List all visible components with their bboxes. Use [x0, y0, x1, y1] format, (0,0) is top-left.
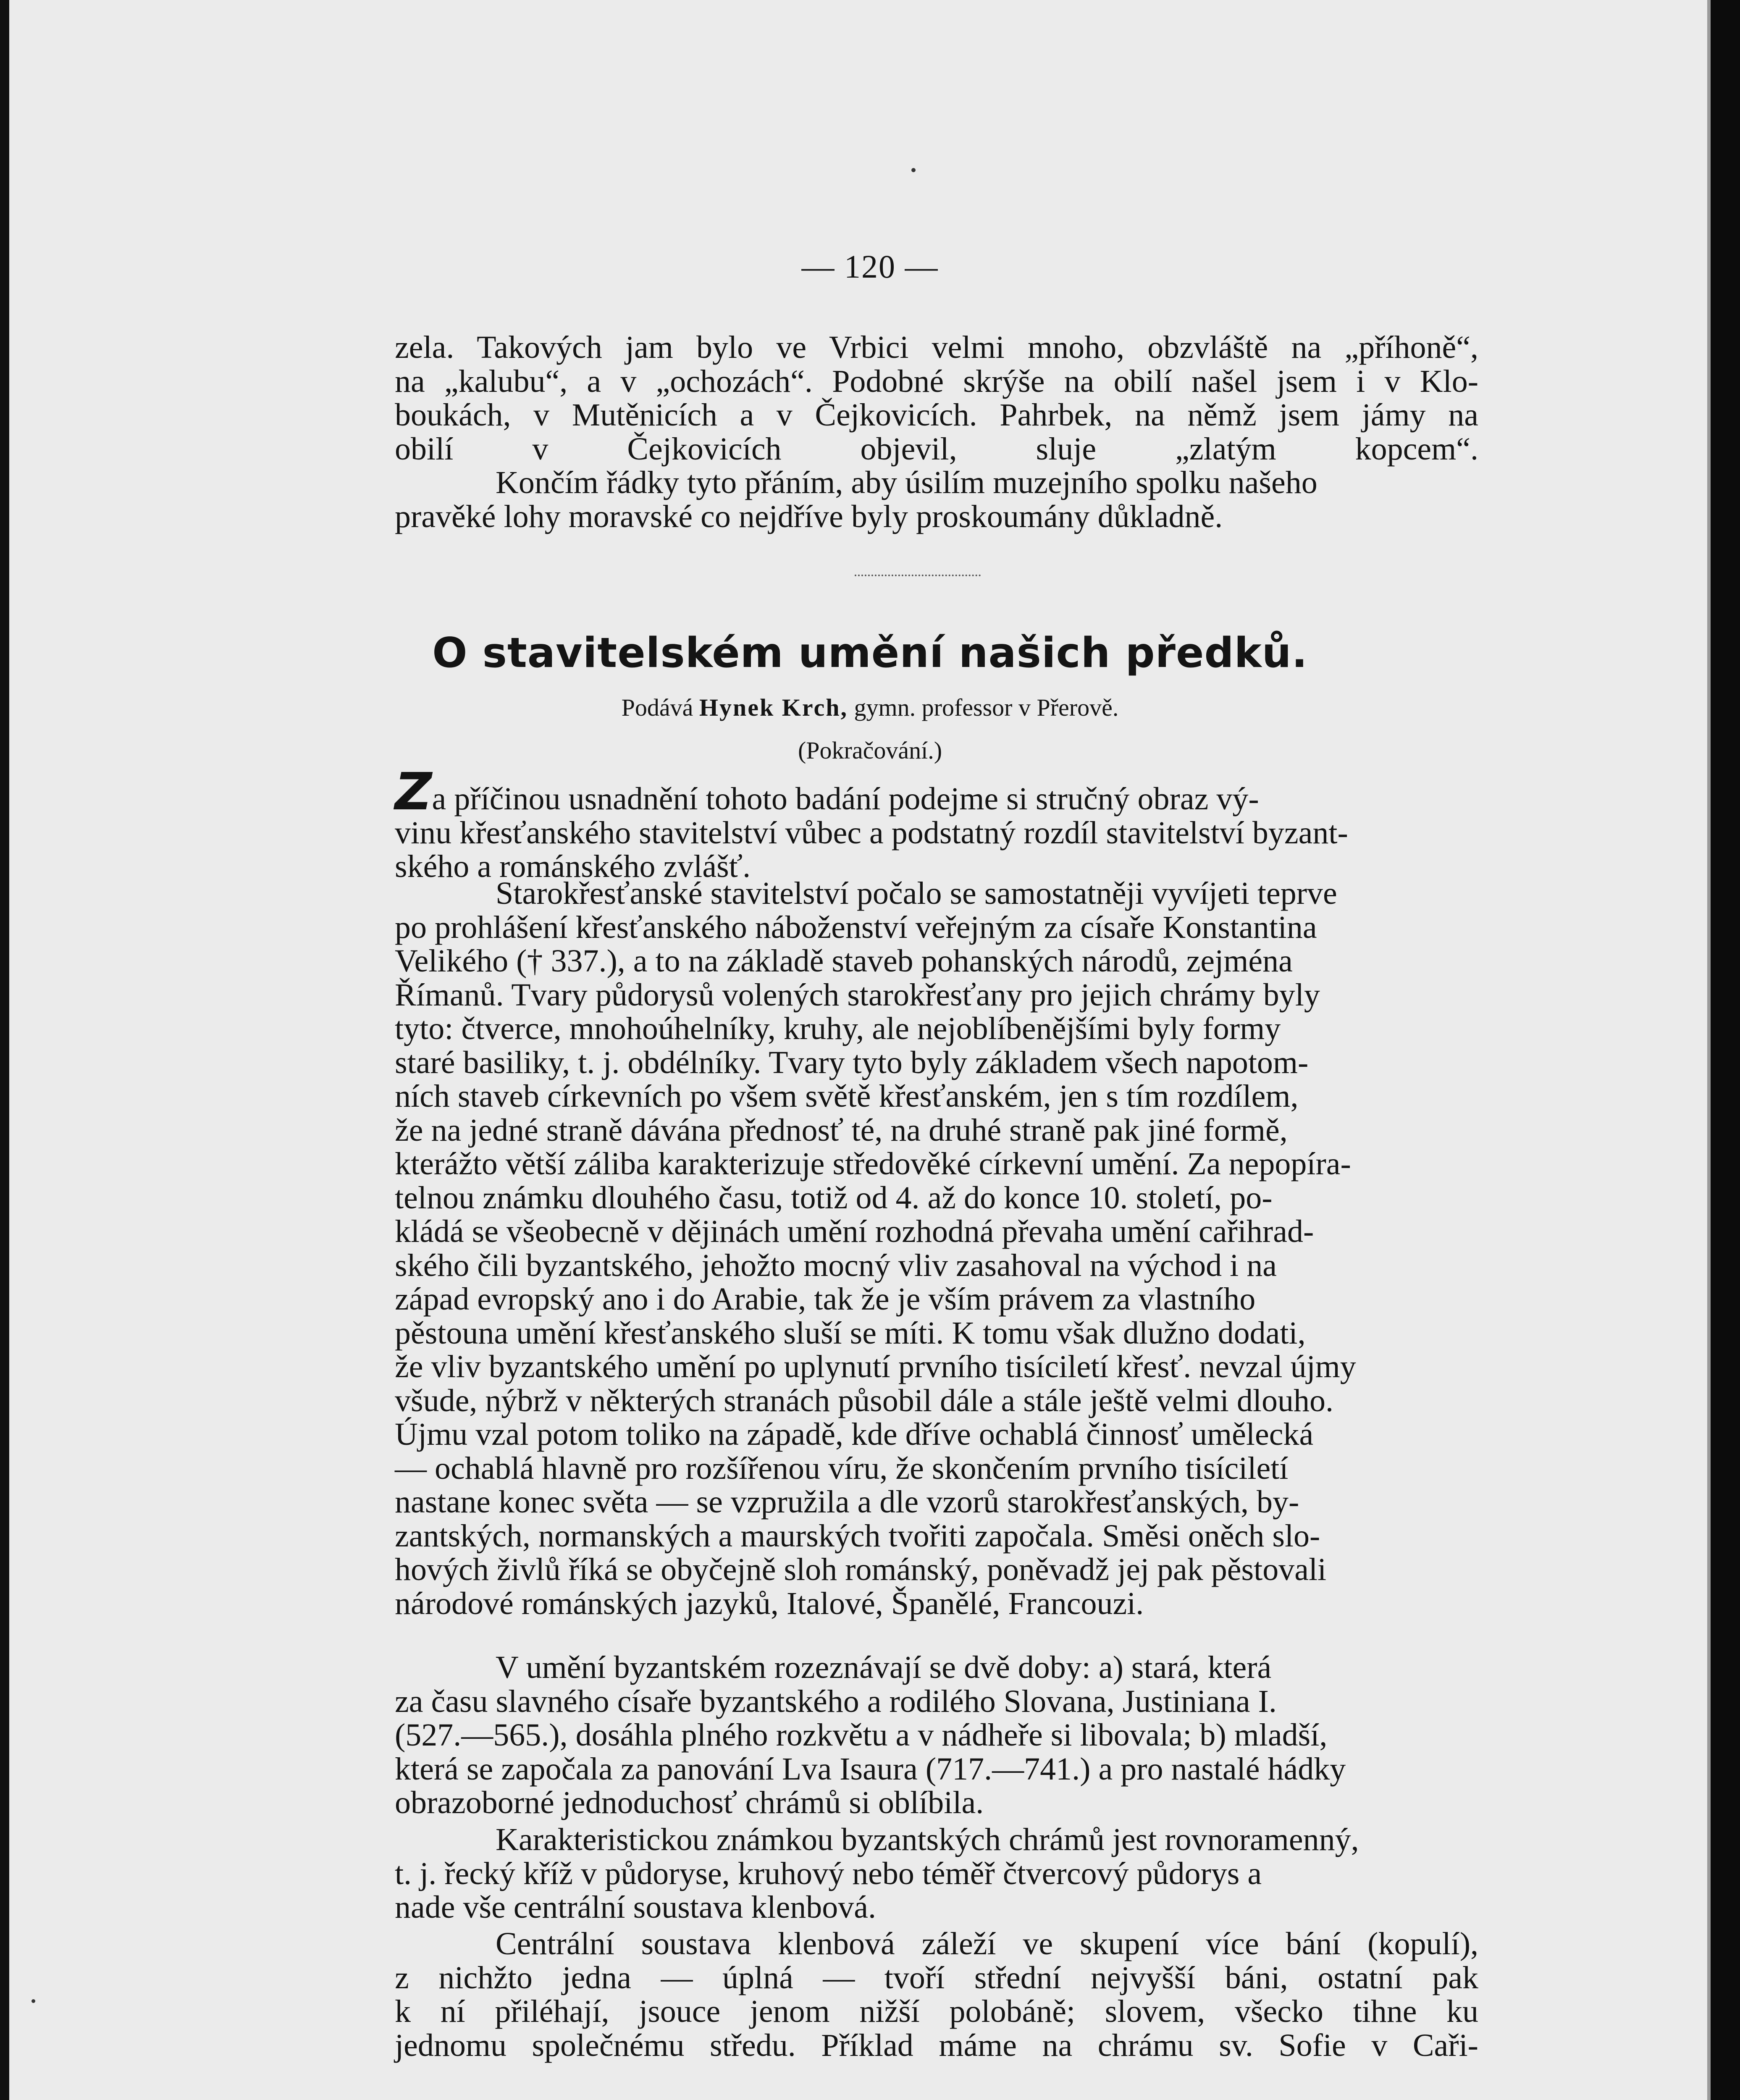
- article-paragraph-block-5: [395, 1927, 1478, 2062]
- text-line: ského a románského zvlášť.: [395, 849, 751, 884]
- text-line: kterážto větší záliba karakterizuje středověké církevní umění. Za nepopíra-: [395, 1146, 1351, 1181]
- text-line: k ní přiléhají, jsouce jenom nižší polobáně; slovem, všecko tihne ku: [395, 1994, 1478, 2029]
- text-line: Centrální soustava klenbová záleží ve skupení více bání (kopulí),: [496, 1926, 1478, 1961]
- text-line: ského čili byzantského, jehožto mocný vliv zasahoval na východ i na: [395, 1247, 1277, 1283]
- text-line: pravěké lohy moravské co nejdříve byly proskoumány důkladně.: [395, 499, 1223, 534]
- scan-edge-right: [1711, 0, 1740, 2100]
- scan-edge-right-shadow: [1707, 0, 1711, 2100]
- text-line: za času slavného císaře byzantského a rodilého Slovana, Justiniana I.: [395, 1683, 1277, 1719]
- scan-speck: [911, 168, 916, 172]
- drop-cap: Z: [395, 762, 432, 822]
- byline-author: Hynek Krch,: [699, 694, 848, 721]
- text-line: nade vše centrální soustava klenbová.: [395, 1890, 876, 1925]
- article-paragraph-block-3: [395, 1651, 1478, 1820]
- text-line: ních staveb církevních po všem světě křesťanském, jen s tím rozdílem,: [395, 1079, 1299, 1114]
- text-line: na „kalubu“, a v „ochozách“. Podobné skrýše na obilí našel jsem i v Klo-: [395, 363, 1478, 399]
- text-line: z nichžto jedna — úplná — tvoří střední nejvyšší báni, ostatní pak: [395, 1960, 1478, 1995]
- text-line: po prohlášení křesťanského náboženství veřejným za císaře Konstantina: [395, 909, 1317, 945]
- text-line: jednomu společnému středu. Příklad máme na chrámu sv. Sofie v Caři-: [395, 2027, 1478, 2063]
- text-line: Končím řádky tyto přáním, aby úsilím muzejního spolku našeho: [496, 465, 1317, 500]
- scan-edge-left: [0, 0, 9, 2100]
- text-line: obilí v Čejkovicích objevil, sluje „zlatým kopcem“.: [395, 431, 1478, 467]
- text-line: telnou známku dlouhého času, totiž od 4. až do konce 10. století, po-: [395, 1180, 1273, 1215]
- text-line: zantských, normanských a maurských tvořiti započala. Směsi oněch slo-: [395, 1518, 1320, 1554]
- text-line: Římanů. Tvary půdorysů volených starokřesťany pro jejich chrámy byly: [395, 977, 1320, 1013]
- article-paragraph-4: [395, 1823, 1478, 1924]
- article-title: O stavitelském umění našich předků.: [432, 629, 1308, 677]
- article-paragraph-block-1: [395, 762, 1478, 884]
- text-line: obrazoborné jednoduchosť chrámů si oblíbila.: [395, 1785, 984, 1820]
- byline-prefix: Podává: [621, 694, 693, 721]
- text-line: že na jedné straně dávána přednosť té, na druhé straně pak jiné formě,: [395, 1112, 1288, 1148]
- article-paragraph-block-4: [395, 1823, 1478, 1924]
- text-line: (527.—565.), dosáhla plného rozkvětu a v nádheře si libovala; b) mladší,: [395, 1717, 1328, 1753]
- text-line: boukách, v Mutěnicích a v Čejkovicích. Pahrbek, na němž jsem jámy na: [395, 397, 1478, 433]
- article-paragraph-2: [395, 877, 1478, 1620]
- text-line: a příčinou usnadnění tohoto badání podejme si stručný obraz vý-: [432, 781, 1259, 816]
- text-line: tyto: čtverce, mnohoúhelníky, kruhy, ale nejoblíbenějšími byly formy: [395, 1011, 1281, 1046]
- article-paragraph-1: [395, 762, 1478, 884]
- text-line: nastane konec světa — se vzpružila a dle vzorů starokřesťanských, by-: [395, 1484, 1299, 1520]
- text-line: pěstouna umění křesťanského sluší se míti. K tomu však dlužno dodati,: [395, 1315, 1306, 1351]
- intro-text: [395, 331, 1478, 466]
- text-line: Velikého († 337.), a to na základě staveb pohanských národů, zejména: [395, 943, 1293, 979]
- text-line: hových živlů říká se obyčejně sloh románský, poněvadž jej pak pěstovali: [395, 1552, 1327, 1587]
- text-line: všude, nýbrž v některých stranách působil dále a stále ještě velmi dlouho.: [395, 1383, 1334, 1418]
- text-line: V umění byzantském rozeznávají se dvě doby: a) stará, která: [496, 1650, 1272, 1685]
- text-line: Starokřesťanské stavitelství počalo se samostatněji vyvíjeti teprve: [496, 876, 1337, 911]
- text-line: západ evropský ano i do Arabie, tak že je vším právem za vlastního: [395, 1281, 1256, 1317]
- intro-text-2: [395, 466, 1478, 533]
- text-line: vinu křesťanského stavitelství vůbec a podstatný rozdíl stavitelství byzant-: [395, 815, 1348, 850]
- continued-note: (Pokračování.): [798, 737, 942, 764]
- scan-speck: [31, 1999, 35, 2003]
- text-line: zela. Takových jam bylo ve Vrbici velmi mnoho, obzvláště na „příhoně“,: [395, 330, 1478, 365]
- text-line: Újmu vzal potom toliko na západě, kde dříve ochablá činnosť umělecká: [395, 1417, 1314, 1452]
- article-paragraph-3: [395, 1651, 1478, 1820]
- intro-paragraph-2: [395, 466, 1478, 533]
- intro-paragraph-1: [395, 331, 1478, 466]
- byline-suffix: gymn. professor v Přerově.: [854, 694, 1119, 721]
- page-number: — 120 —: [801, 248, 939, 285]
- article-byline: [0, 693, 1740, 722]
- article-paragraph-block-2: [395, 877, 1478, 1620]
- text-line: národové románských jazyků, Italové, Španělé, Francouzi.: [395, 1586, 1144, 1621]
- text-line: Karakteristickou známkou byzantských chrámů jest rovnoramenný,: [496, 1822, 1359, 1857]
- text-line: kládá se všeobecně v dějinách umění rozhodná převaha umění cařihrad-: [395, 1214, 1314, 1249]
- text-line: která se započala za panování Lva Isaura (717.—741.) a pro nastalé hádky: [395, 1751, 1346, 1787]
- text-line: — ochablá hlavně pro rozšířenou víru, že skončením prvního tisíciletí: [395, 1450, 1289, 1486]
- text-line: že vliv byzantského umění po uplynutí prvního tisíciletí křesť. nevzal újmy: [395, 1349, 1356, 1384]
- text-line: staré basiliky, t. j. obdélníky. Tvary tyto byly základem všech napotom-: [395, 1045, 1309, 1080]
- text-line: t. j. řecký kříž v půdoryse, kruhový nebo téměř čtvercový půdorys a: [395, 1856, 1262, 1891]
- section-divider: [855, 575, 981, 576]
- article-paragraph-5: [395, 1927, 1478, 2062]
